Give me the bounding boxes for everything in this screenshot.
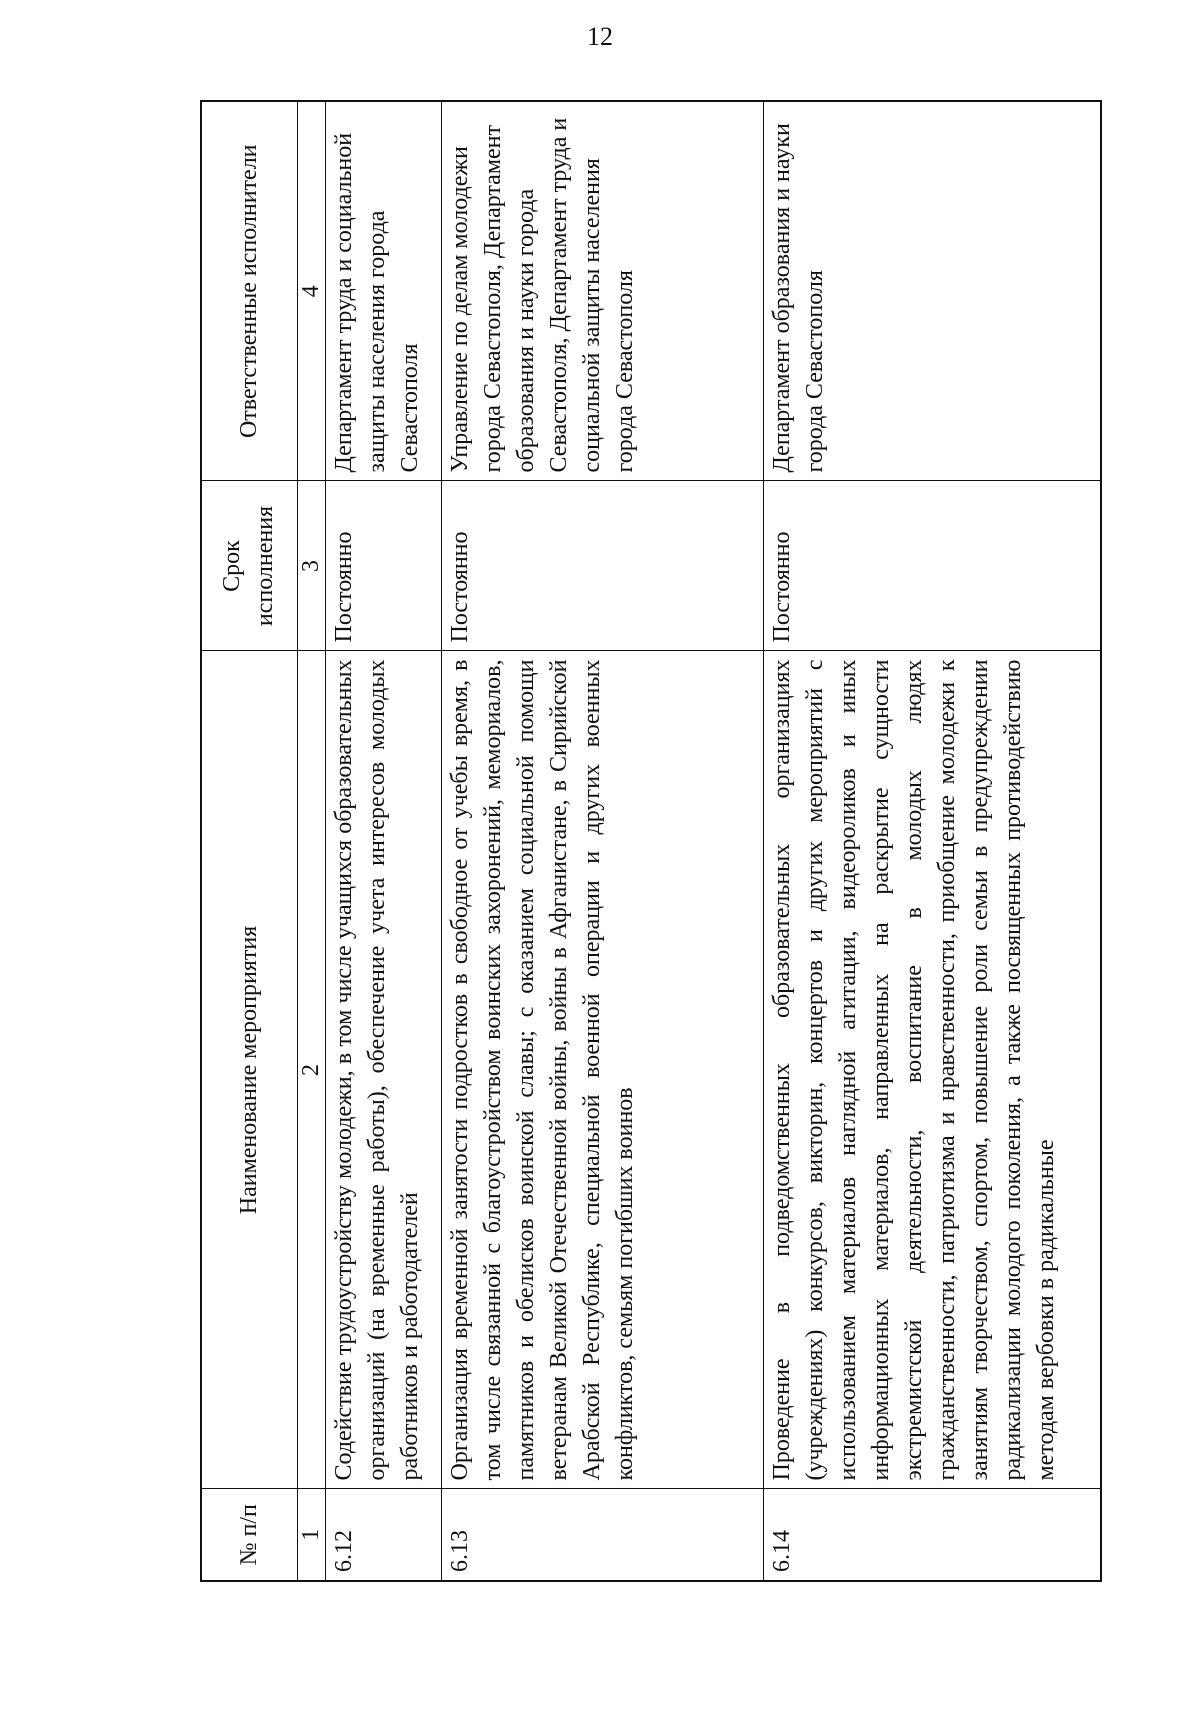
- term: Постоянно: [763, 481, 1101, 651]
- row-number: 6.12: [325, 1489, 441, 1581]
- column-number: 1: [297, 1489, 325, 1581]
- page-number: 12: [587, 22, 613, 51]
- measures-table: [200, 100, 1102, 1582]
- column-number: 2: [297, 651, 325, 1489]
- table-row: [441, 101, 763, 1581]
- measure-name: Проведение в подведомственных образовательных организациях (учреждениях) конкурсов, викторин, концертов и других мероприятий с использованием материалов наглядной агитации, видеороликов и иных информационных материалов, направленных на раскрытие сущности экстремистской деятельности, воспитание в молодых людях гражданственности, патриотизма и нравственности, приобщение молодежи к занятиям творчеством, спортом, повышение роли семьи в предупреждении радикализации молодого поколения, а также посвященных противодействию методам вербовки в радикальные: [763, 651, 1101, 1489]
- header-responsible: Ответственные исполнители: [201, 101, 297, 481]
- term: Постоянно: [441, 481, 763, 651]
- rotated-table: [200, 102, 1100, 1582]
- row-number: 6.13: [441, 1489, 763, 1581]
- responsible: Департамент труда и социальной защиты населения города Севастополя: [325, 101, 441, 481]
- column-number: 3: [297, 481, 325, 651]
- column-number-row: [297, 101, 325, 1581]
- rotated-table-container: [200, 102, 1100, 1582]
- header-number: № п/п: [201, 1489, 297, 1581]
- responsible: Департамент образования и науки города Севастополя: [763, 101, 1101, 481]
- table-header-row: [201, 101, 297, 1581]
- column-number: 4: [297, 101, 325, 481]
- table-row: [763, 101, 1101, 1581]
- row-number: 6.14: [763, 1489, 1101, 1581]
- header-term: Срок исполнения: [201, 481, 297, 651]
- term: Постоянно: [325, 481, 441, 651]
- responsible: Управление по делам молодежи города Севастополя, Департамент образования и науки города Севастополя, Департамент труда и социальной защиты населения города Севастополя: [441, 101, 763, 481]
- header-measure-name: Наименование мероприятия: [201, 651, 297, 1489]
- measure-name: Организация временной занятости подростков в свободное от учебы время, в том числе связанной с благоустройством воинских захоронений, мемориалов, памятников и обелисков воинской славы; с оказанием социальной помощи ветеранам Великой Отечественной войны, войны в Афганистане, в Сирийской Арабской Республике, специальной военной операции и других военных конфликтов, семьям погибших воинов: [441, 651, 763, 1489]
- measure-name: Содействие трудоустройству молодежи, в том числе учащихся образовательных организаций (на временные работы), обеспечение учета интересов молодых работников и работодателей: [325, 651, 441, 1489]
- table-row: [325, 101, 441, 1581]
